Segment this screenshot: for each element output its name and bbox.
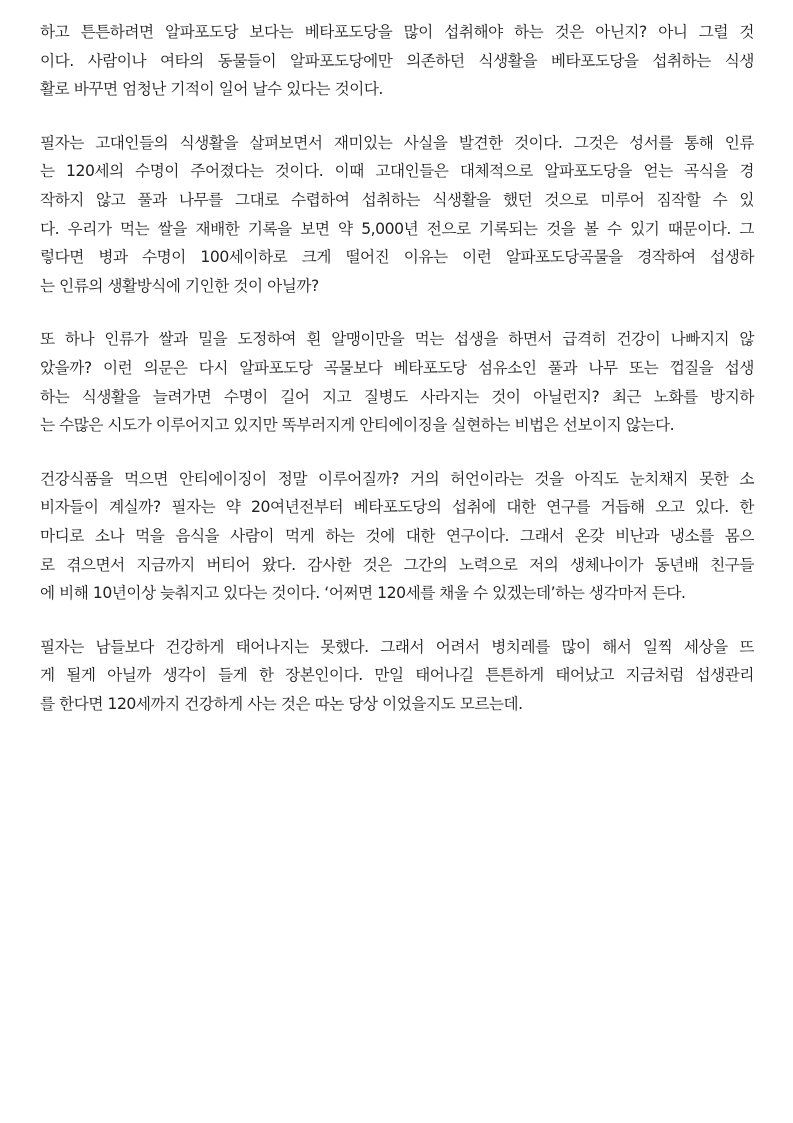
text-line: 이다. 사람이나 여타의 동물들이 알파포도당에만 의존하던 식생활을 베타포도당을 섭취하는 식생 — [40, 51, 754, 70]
text-line: 마디로 소나 먹을 음식을 사람이 먹게 하는 것에 대한 연구이다. 그래서 온갖 비난과 냉소를 몸으 — [40, 526, 754, 545]
text-line: 는 120세의 수명이 주어졌다는 것이다. 이때 고대인들은 대체적으로 알파포도당을 얻는 곡식을 경 — [40, 162, 754, 181]
text-line: 또 하나 인류가 쌀과 밀을 도정하여 흰 알맹이만을 먹는 섭생을 하면서 급격히 건강이 나빠지지 않 — [40, 330, 754, 349]
text-line: 는 인류의 생활방식에 기인한 것이 아닐까? — [40, 276, 319, 295]
paragraph — [40, 129, 754, 301]
paragraph — [40, 633, 754, 719]
text-line: 비자들이 계실까? 필자는 약 20여년전부터 베타포도당의 섭취에 대한 연구를 거듭해 오고 있다. 한 — [40, 498, 754, 517]
text-line: 필자는 남들보다 건강하게 태어나지는 못했다. 그래서 어려서 병치레를 많이 해서 일찍 세상을 뜨 — [40, 637, 754, 656]
text-line: 게 될게 아닐까 생각이 들게 한 장본인이다. 만일 태어나길 튼튼하게 태어났고 지금처럼 섭생관리 — [40, 666, 754, 685]
paragraph — [40, 325, 754, 439]
text-line: 로 겪으면서 지금까지 버티어 왔다. 감사한 것은 그간의 노력으로 저의 생체나이가 동년배 친구들 — [40, 555, 754, 574]
text-line: 에 비해 10년이상 늦춰지고 있다는 것이다. ‘어쩌면 120세를 채울 수 있겠는데’하는 생각마저 든다. — [40, 584, 686, 603]
text-line: 하는 식생활을 늘려가면 수명이 길어 지고 질병도 사라지는 것이 아닐런지? 최근 노화를 방지하 — [40, 387, 754, 406]
text-line: 건강식품을 먹으면 안티에이징이 정말 이루어질까? 거의 허언이라는 것을 아직도 눈치채지 못한 소 — [40, 469, 754, 488]
text-line: 활로 바꾸면 엄청난 기적이 일어 날수 있다는 것이다. — [40, 80, 383, 99]
paragraph — [40, 465, 754, 608]
text-line: 하고 튼튼하려면 알파포도당 보다는 베타포도당을 많이 섭취해야 하는 것은 아닌지? 아니 그럴 것 — [40, 23, 754, 41]
text-line: 는 수많은 시도가 이루어지고 있지만 똑부러지게 안티에이징을 실현하는 비법은 선보이지 않는다. — [40, 416, 675, 435]
text-line: 필자는 고대인들의 식생활을 살펴보면서 재미있는 사실을 발견한 것이다. 그것은 성서를 통해 인류 — [40, 133, 754, 152]
text-line: 다. 우리가 먹는 쌀을 재배한 기록을 보면 약 5,000년 전으로 기록되는 것을 볼 수 있기 때문이다. 그 — [40, 219, 754, 238]
text-line: 렇다면 병과 수명이 100세이하로 크게 떨어진 이유는 이런 알파포도당곡물을 경작하여 섭생하 — [40, 248, 754, 267]
text-line: 를 한다면 120세까지 건강하게 사는 것은 따논 당상 이었을지도 모르는데. — [40, 694, 523, 713]
text-line: 았을까? 이런 의문은 다시 알파포도당 곡물보다 베타포도당 섬유소인 풀과 나무 또는 껍질을 섭생 — [40, 358, 754, 377]
paragraph — [40, 18, 754, 104]
text-line: 작하지 않고 풀과 나무를 그대로 수렵하여 섭취하는 식생활을 했던 것으로 미루어 짐작할 수 있 — [40, 190, 754, 209]
document-body — [40, 18, 754, 743]
